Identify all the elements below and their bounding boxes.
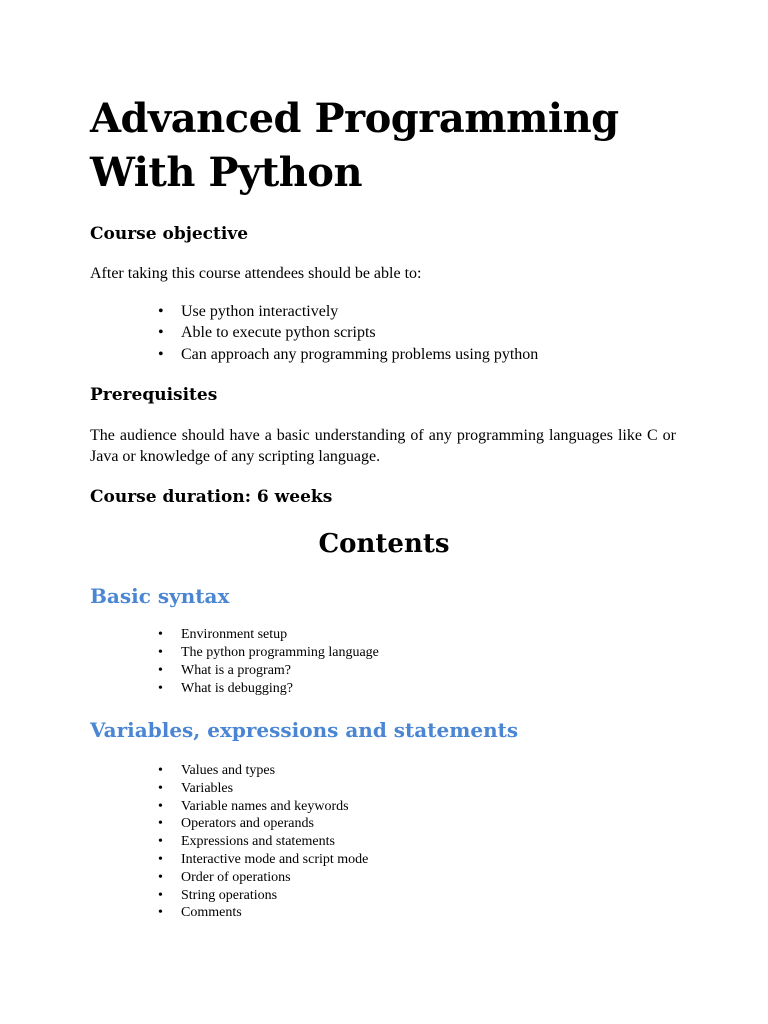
- contents-heading: Contents: [318, 529, 450, 559]
- basic-syntax-list: [158, 626, 379, 698]
- prerequisites-heading: Prerequisites: [90, 385, 218, 405]
- course-objective-heading: Course objective: [90, 224, 249, 244]
- list-item: • The python programming language: [158, 644, 379, 662]
- section-heading-basic-syntax: Basic syntax: [90, 584, 230, 608]
- document-title: Advanced Programming With Python: [90, 95, 619, 196]
- list-item: • Can approach any programming problems using python: [158, 344, 538, 365]
- list-item: • Order of operations: [158, 869, 368, 887]
- list-item: • Expressions and statements: [158, 833, 368, 851]
- list-item: • Use python interactively: [158, 301, 538, 322]
- list-item: • Comments: [158, 904, 368, 922]
- list-item: • Values and types: [158, 762, 368, 780]
- list-item: • Operators and operands: [158, 815, 368, 833]
- list-item: • Interactive mode and script mode: [158, 851, 368, 869]
- list-item: • Able to execute python scripts: [158, 322, 538, 343]
- course-duration: Course duration: 6 weeks: [90, 487, 333, 507]
- list-item: • Environment setup: [158, 626, 379, 644]
- list-item: • What is a program?: [158, 662, 379, 680]
- variables-list: [158, 762, 368, 922]
- course-objective-intro: After taking this course attendees should be able to:: [90, 265, 422, 282]
- list-item: • String operations: [158, 887, 368, 905]
- prerequisites-text: The audience should have a basic understanding of any programming languages like C or Java or knowledge of any scripting language.: [90, 427, 676, 465]
- section-heading-variables: Variables, expressions and statements: [90, 718, 519, 742]
- list-item: • Variables: [158, 780, 368, 798]
- list-item: • Variable names and keywords: [158, 798, 368, 816]
- list-item: • What is debugging?: [158, 680, 379, 698]
- objective-list: [158, 301, 538, 365]
